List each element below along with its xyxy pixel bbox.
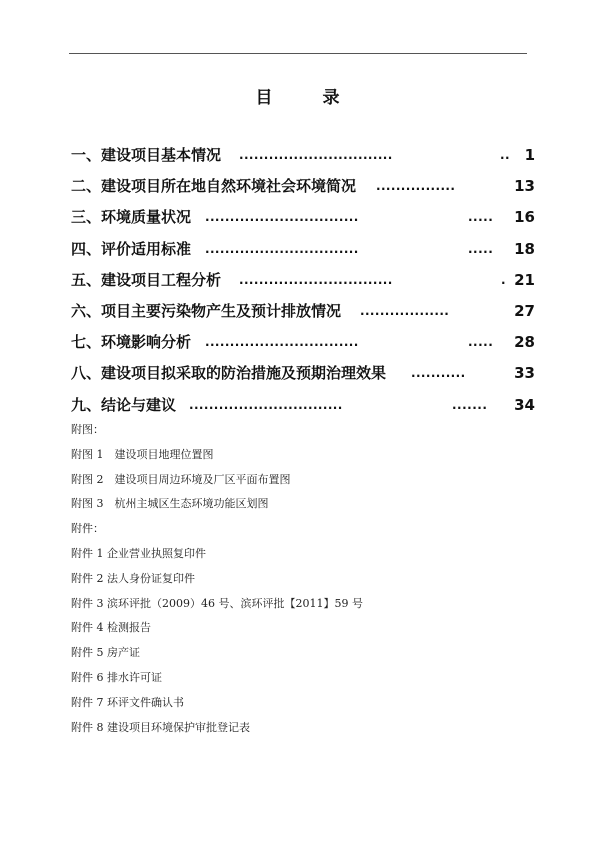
page-title: 目 录 (255, 88, 362, 108)
toc-entry[interactable] (71, 296, 535, 327)
toc-entry-label: 五、建设项目工程分析 (71, 270, 222, 289)
toc-entry-leader: ............................... (205, 241, 359, 256)
figure-item: 附图 2 建设项目周边环境及厂区平面布置图 (71, 472, 291, 486)
figure-item: 附图 3 杭州主城区生态环境功能区划图 (71, 497, 269, 511)
toc-entry-leader: ............................... (205, 210, 359, 225)
toc-entry-page: 34 (514, 395, 535, 414)
toc-entry-label: 四、评价适用标准 (71, 239, 192, 258)
toc-entry[interactable] (71, 202, 535, 233)
attachments-heading: 附件： (71, 522, 104, 536)
toc-entry-page: 28 (514, 333, 535, 352)
toc-entry[interactable] (71, 234, 535, 265)
toc-entry-leader-tail: .. (500, 148, 511, 162)
toc-entry-leader: .................. (360, 303, 450, 318)
attachment-item: 附件 2 法人身份证复印件 (71, 571, 195, 585)
attachment-item: 附件 6 排水许可证 (71, 670, 162, 684)
header-rule (69, 53, 527, 54)
toc-entry[interactable] (71, 140, 535, 171)
toc-entry-leader: ............................... (205, 335, 359, 350)
toc-entry-leader-tail: ....... (452, 397, 488, 412)
toc-entry-leader-tail: ..... (468, 210, 494, 225)
toc-entry[interactable] (71, 171, 535, 202)
toc-entry-page: 18 (514, 239, 535, 258)
attachment-item: 附件 1 企业营业执照复印件 (71, 546, 206, 560)
appendix-list (71, 421, 531, 743)
toc-entry-leader: ............................... (189, 397, 343, 412)
figure-item: 附图 1 建设项目地理位置图 (71, 447, 214, 461)
attachment-item: 附件 7 环评文件确认书 (71, 695, 184, 709)
toc-entry[interactable] (71, 265, 535, 296)
toc-entry-label: 七、环境影响分析 (71, 333, 192, 352)
toc-entry-label: 九、结论与建议 (71, 395, 177, 414)
toc-entry-label: 六、项目主要污染物产生及预计排放情况 (71, 301, 342, 320)
attachment-item: 附件 8 建设项目环境保护审批登记表 (71, 720, 250, 734)
toc-entry-page: 16 (514, 208, 535, 227)
toc-entry-leader-tail: ..... (468, 335, 494, 350)
toc-entry-page: 13 (514, 177, 535, 196)
toc-entry-leader: ............................... (239, 148, 393, 162)
toc-entry-page: 27 (514, 301, 535, 320)
toc-entry-label: 一、建设项目基本情况 (71, 146, 222, 164)
attachment-item: 附件 5 房产证 (71, 646, 140, 660)
toc-entry-leader: ................ (376, 179, 456, 194)
toc-entry-leader: ............................... (239, 272, 393, 287)
toc-entry-leader-tail: ..... (468, 241, 494, 256)
toc-entry[interactable] (71, 390, 535, 421)
table-of-contents (71, 140, 535, 421)
toc-entry-label: 二、建设项目所在地自然环境社会环境简况 (71, 177, 357, 196)
toc-entry-page: 33 (514, 364, 535, 383)
figures-heading: 附图： (71, 423, 104, 436)
attachment-item: 附件 4 检测报告 (71, 621, 151, 635)
toc-entry[interactable] (71, 327, 535, 358)
toc-entry-leader-tail: . (501, 272, 507, 287)
toc-entry-leader: ........... (411, 366, 466, 381)
toc-entry-label: 三、环境质量状况 (71, 208, 192, 227)
attachment-item: 附件 3 滨环评批（2009）46 号、滨环评批【2011】59 号 (71, 596, 363, 610)
toc-entry-page: 21 (514, 270, 535, 289)
toc-entry-label: 八、建设项目拟采取的防治措施及预期治理效果 (71, 364, 387, 383)
toc-entry-page: 1 (524, 146, 535, 164)
toc-entry[interactable] (71, 358, 535, 389)
